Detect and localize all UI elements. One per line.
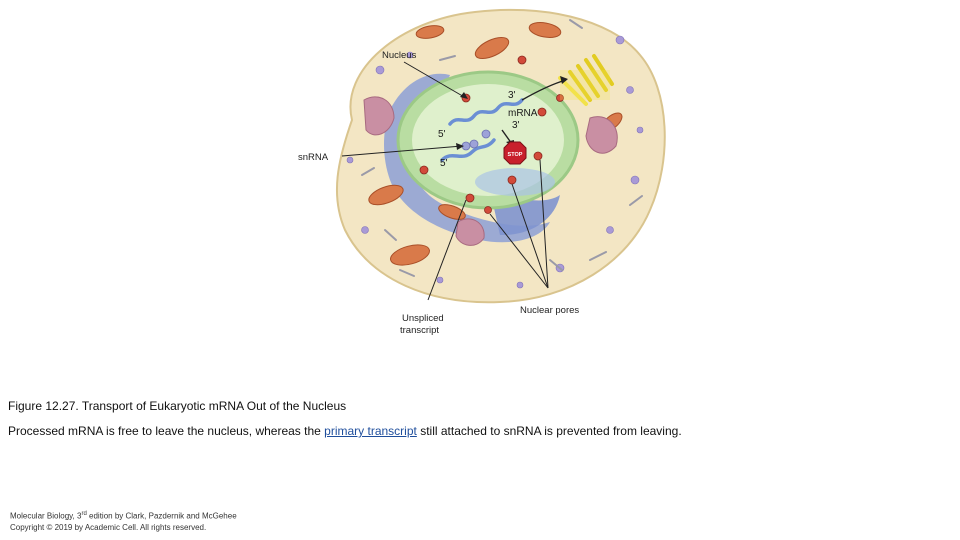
label-three-prime-top: 3': [508, 90, 516, 101]
label-unspliced-1: Unspliced: [402, 313, 444, 324]
footer-edition-sup: rd: [81, 511, 87, 517]
stop-sign-text: STOP: [507, 152, 523, 158]
footer-credit: [10, 509, 237, 533]
label-unspliced-2: transcript: [400, 325, 440, 336]
footer-book-title: Molecular Biology, 3: [10, 511, 82, 521]
label-three-prime-mid: 3': [512, 120, 520, 131]
label-snrna: snRNA: [298, 152, 329, 163]
caption-text-after: still attached to snRNA is prevented from leaving.: [416, 424, 682, 438]
footer-line-1: [10, 509, 237, 522]
primary-transcript-link[interactable]: primary transcript: [324, 424, 417, 438]
label-nuclear-pores: Nuclear pores: [520, 305, 580, 316]
label-five-prime-bottom: 5': [440, 158, 448, 169]
stop-sign-icon: [504, 142, 526, 164]
figure-title: Figure 12.27. Transport of Eukaryotic mRNA Out of the Nucleus: [8, 399, 347, 413]
cell-diagram: [290, 0, 690, 345]
footer-copyright: Copyright © 2019 by Academic Cell. All rights reserved.: [10, 522, 207, 532]
label-mrna: mRNA: [508, 108, 538, 119]
caption-text-before: Processed mRNA is free to leave the nucleus, whereas the: [8, 424, 325, 438]
label-five-prime-top: 5': [438, 129, 446, 140]
label-nucleus: Nucleus: [382, 50, 417, 61]
figure-caption: [8, 424, 682, 438]
footer-authors: edition by Clark, Pazdernik and McGehee: [86, 511, 237, 521]
